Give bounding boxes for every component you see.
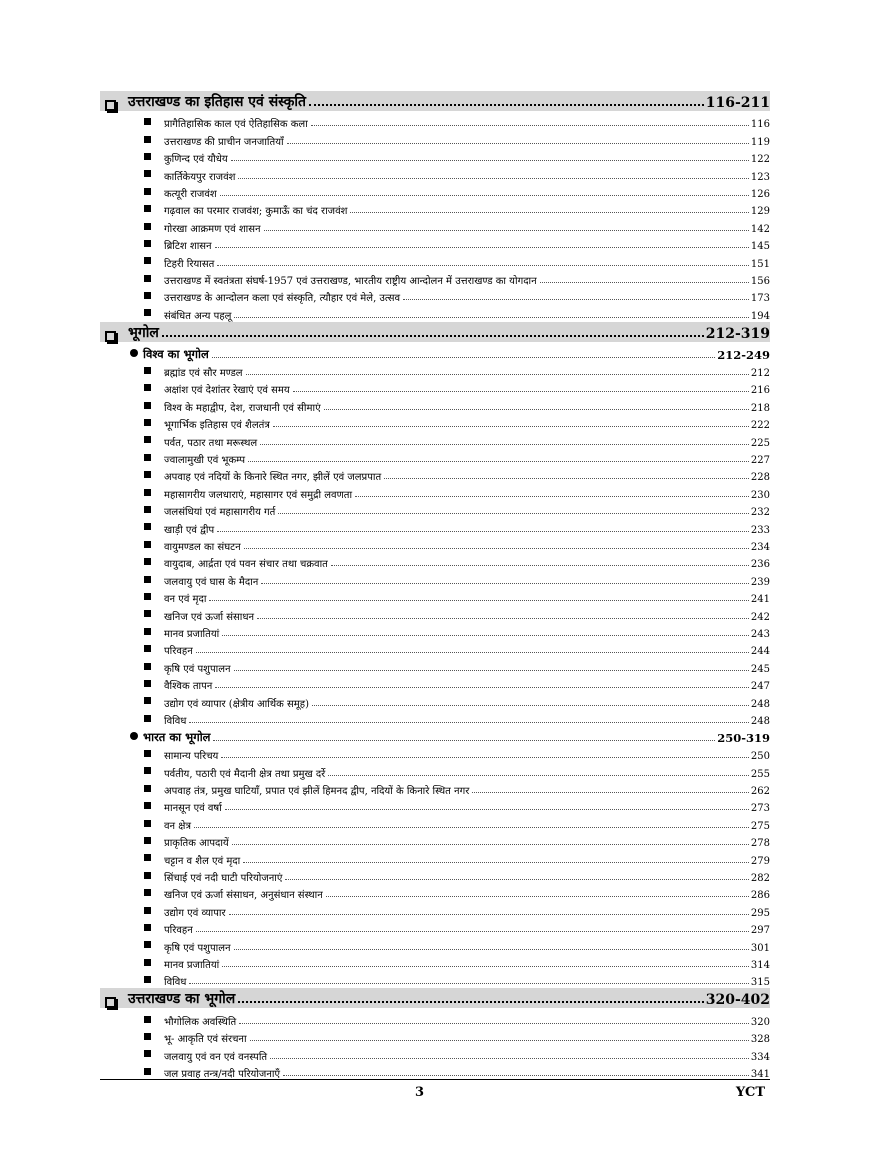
dot-leader [217,265,749,266]
section-heading-title: भूगोल [128,324,159,341]
bullet-circle-icon [130,732,138,740]
toc-entry[interactable] [100,1063,770,1080]
toc-entry-title: सामान्य परिचय [164,751,219,763]
toc-entry-page: 244 [750,646,770,658]
toc-entry-title: कार्तिकेयपुर राजवंश [164,171,236,183]
dot-leader [194,827,749,828]
toc-entry[interactable] [100,936,770,953]
bullet-square-icon [144,292,151,299]
toc-entry-title: वायुदाब, आर्द्रता एवं पवन संचार तथा चक्रवात [164,559,328,571]
toc-entry-title: जलसंधियां एवं महासागरीय गर्त [164,507,276,519]
toc-entry-page: 116 [750,119,770,131]
toc-entry-title: ज्वालामुखी एवं भूकम्प [164,455,246,467]
table-of-contents [100,91,770,1080]
toc-entry[interactable] [100,501,770,518]
toc-entry[interactable] [100,832,770,849]
toc-entry[interactable] [100,710,770,727]
toc-entry-title: वायुमण्डल का संघटन [164,541,241,553]
bullet-square-icon [144,645,151,652]
dot-leader [312,705,749,706]
dot-leader [328,775,749,776]
footer-rule [100,1079,770,1080]
toc-entry[interactable] [100,252,770,269]
bullet-square-icon [144,610,151,617]
dot-leader [189,983,748,984]
toc-entry-page: 227 [750,455,770,467]
toc-entry-title: खनिज एवं ऊर्जा संसाधन, अनुसंधान संस्थान [164,890,323,902]
toc-entry-page: 243 [750,628,770,640]
toc-entry-title: जलवायु एवं घास के मैदान [164,576,259,588]
bullet-square-icon [144,680,151,687]
toc-entry-title: सिंचाई एवं नदी घाटी परियोजनाएं [164,873,283,885]
toc-entry[interactable] [100,304,770,321]
toc-entry-title: उत्तराखण्ड के आन्दोलन कला एवं संस्कृति, त्यौहार एवं मेले, उत्सव [164,293,401,305]
toc-entry[interactable] [100,971,770,988]
section-heading-page: 116-211 [705,95,770,111]
bullet-square-icon [144,309,151,316]
bullet-square-icon [144,889,151,896]
dot-leader [293,391,749,392]
toc-entry-title: पर्वतीय, पठारी एवं मैदानी क्षेत्र तथा प्रमुख दर्रे [164,768,326,780]
toc-entry-page: 123 [750,171,770,183]
toc-entry[interactable] [100,396,770,413]
dot-leader [264,230,749,231]
dot-leader [278,513,749,514]
toc-entry-page: 314 [750,959,770,971]
toc-entry-page: 216 [750,385,770,397]
checkbox-square-icon [105,331,116,342]
toc-entry[interactable] [100,623,770,640]
toc-entry-title: परिवहन [164,646,193,658]
section-heading[interactable] [100,91,770,111]
toc-entry[interactable] [100,183,770,200]
dot-leader [287,143,749,144]
bullet-square-icon [144,872,151,879]
dot-leader [326,896,749,897]
dot-leader [309,104,704,106]
bullet-square-icon [144,854,151,861]
toc-entry[interactable] [100,745,770,762]
bullet-square-icon [144,697,151,704]
bullet-square-icon [144,785,151,792]
bullet-square-icon [144,715,151,722]
toc-entry[interactable] [100,414,770,431]
toc-entry-title: भूगार्भिक इतिहास एवं शैलतंत्र [164,420,270,432]
dot-leader [196,931,749,932]
dot-leader [232,844,749,845]
section-heading-page: 212-319 [705,325,770,342]
dot-leader [222,635,749,636]
bullet-square-icon [144,576,151,583]
dot-leader [238,178,748,179]
toc-entry[interactable] [100,884,770,901]
publisher-brand: YCT [735,1085,765,1100]
dot-leader [403,299,749,300]
bullet-square-icon [144,941,151,948]
dot-leader [213,740,715,741]
bullet-square-icon [144,240,151,247]
bullet-square-icon [144,367,151,374]
dot-leader [222,966,749,967]
toc-entry-page: 250 [750,751,770,763]
toc-entry-page: 242 [750,611,770,623]
page-number: 3 [415,1085,425,1100]
dot-leader [355,496,749,497]
toc-entry[interactable] [100,379,770,396]
dot-leader [540,282,749,283]
dot-leader [285,879,748,880]
bullet-square-icon [144,1033,151,1040]
toc-entry-title: जलवायु एवं वन एवं वनस्पति [164,1051,268,1063]
toc-entry[interactable] [100,148,770,165]
toc-entry-title: गढ़वाल का परमार राजवंश; कुमाऊँ का चंद राजवंश [164,206,348,218]
toc-entry-title: अपवाह एवं नदियों के किनारे स्थित नगर, झीलें एवं जलप्रपात [164,472,382,484]
bullet-square-icon [144,419,151,426]
subsection-heading[interactable] [100,344,770,362]
toc-entry-page: 245 [750,663,770,675]
bullet-square-icon [144,136,151,143]
bullet-square-icon [144,489,151,496]
subsection-heading-title: विश्व का भूगोल [143,346,209,361]
toc-entry-title: ब्रह्मांड एवं सौर मण्डल [164,368,243,380]
toc-entry[interactable] [100,536,770,553]
toc-entry-title: मानव प्रजातियां [164,628,220,640]
toc-entry-title: कुणिन्द एवं यौधेय [164,154,228,166]
bullet-square-icon [144,275,151,282]
bullet-square-icon [144,454,151,461]
section-heading-page: 320-402 [705,992,770,1009]
toc-entry[interactable] [100,814,770,831]
toc-entry-page: 279 [750,855,770,867]
toc-entry[interactable] [100,1010,770,1027]
dot-leader [331,565,749,566]
dot-leader [221,757,749,758]
bullet-square-icon [144,402,151,409]
section-heading-title: उत्तराखण्ड का भूगोल [128,991,236,1008]
bullet-square-icon [144,837,151,844]
bullet-square-icon [144,384,151,391]
toc-entry-page: 129 [750,206,770,218]
toc-entry-title: वन क्षेत्र [164,820,191,832]
checkbox-square-icon [105,100,116,111]
dot-leader [229,914,749,915]
bullet-square-icon [144,750,151,757]
toc-entry[interactable] [100,270,770,287]
bullet-square-icon [144,118,151,125]
toc-entry-page: 248 [750,698,770,710]
toc-entry[interactable] [100,640,770,657]
toc-entry[interactable] [100,692,770,709]
toc-entry[interactable] [100,165,770,182]
toc-entry-page: 295 [750,907,770,919]
dot-leader [311,125,749,126]
dot-leader [270,1058,749,1059]
dot-leader [283,1075,749,1076]
dot-leader [472,792,749,793]
bullet-square-icon [144,1068,151,1075]
toc-entry-page: 341 [750,1068,770,1080]
toc-entry[interactable] [100,919,770,936]
toc-entry[interactable] [100,605,770,622]
bullet-square-icon [144,170,151,177]
dot-leader [324,409,749,410]
toc-entry[interactable] [100,588,770,605]
toc-entry-page: 228 [750,472,770,484]
toc-entry[interactable] [100,1028,770,1045]
toc-entry[interactable] [100,449,770,466]
toc-entry[interactable] [100,518,770,535]
toc-entry-page: 234 [750,541,770,553]
toc-entry-page: 255 [750,768,770,780]
dot-leader [243,862,749,863]
dot-leader [250,1040,749,1041]
subsection-heading-title: भारत का भूगोल [143,729,211,744]
toc-entry-page: 236 [750,559,770,571]
toc-entry[interactable] [100,797,770,814]
toc-entry-page: 286 [750,890,770,902]
bullet-square-icon [144,907,151,914]
toc-entry-page: 297 [750,925,770,937]
bullet-square-icon [144,628,151,635]
dot-leader [248,461,749,462]
toc-entry[interactable] [100,553,770,570]
toc-entry[interactable] [100,235,770,252]
toc-entry[interactable] [100,762,770,779]
toc-entry-title: वैश्विक तापन [164,681,213,693]
bullet-square-icon [144,663,151,670]
toc-entry-page: 239 [750,576,770,588]
toc-entry-page: 248 [750,715,770,727]
toc-entry-title: ब्रिटिश शासन [164,241,212,253]
toc-entry-page: 126 [750,188,770,200]
toc-entry-title: मानसून एवं वर्षा [164,803,222,815]
toc-entry-title: उत्तराखण्ड की प्राचीन जनजातियाँ [164,136,284,148]
toc-entry-page: 282 [750,873,770,885]
toc-entry-title: वन एवं मृदा [164,594,207,606]
toc-entry-page: 273 [750,803,770,815]
dot-leader [196,652,749,653]
toc-entry-page: 142 [750,223,770,235]
toc-entry[interactable] [100,431,770,448]
toc-entry-title: उद्योग एवं व्यापार (क्षेत्रीय आर्थिक समूह) [164,698,309,710]
toc-entry[interactable] [100,657,770,674]
bullet-square-icon [144,1050,151,1057]
dot-leader [231,160,749,161]
toc-entry[interactable] [100,675,770,692]
bullet-square-icon [144,959,151,966]
toc-entry[interactable] [100,1045,770,1062]
toc-entry[interactable] [100,570,770,587]
dot-leader [234,670,749,671]
toc-entry-page: 334 [750,1051,770,1063]
bullet-square-icon [144,976,151,983]
bullet-square-icon [144,558,151,565]
toc-entry-page: 218 [750,402,770,414]
toc-entry[interactable] [100,466,770,483]
section-heading-title: उत्तराखण्ड का इतिहास एवं संस्कृति [128,94,306,110]
toc-entry-page: 156 [750,275,770,287]
toc-entry[interactable] [100,287,770,304]
toc-entry-title: खाड़ी एवं द्वीप [164,524,215,536]
bullet-circle-icon [130,349,138,357]
bullet-square-icon [144,506,151,513]
dot-leader [261,583,749,584]
toc-entry[interactable] [100,113,770,130]
toc-entry-page: 222 [750,420,770,432]
toc-entry[interactable] [100,200,770,217]
toc-entry-page: 241 [750,594,770,606]
toc-entry[interactable] [100,483,770,500]
toc-entry-title: खनिज एवं ऊर्जा संसाधन [164,611,255,623]
dot-leader [212,357,715,358]
bullet-square-icon [144,924,151,931]
toc-entry-page: 328 [750,1034,770,1046]
toc-entry-page: 122 [750,154,770,166]
toc-entry-title: मानव प्रजातियां [164,959,220,971]
dot-leader [217,531,749,532]
toc-entry-page: 233 [750,524,770,536]
toc-entry-title: प्रागैतिहासिक काल एवं ऐतिहासिक कला [164,119,308,131]
toc-entry-title: पर्वत, पठार तथा मरूस्थल [164,437,258,449]
subsection-heading[interactable] [100,727,770,745]
toc-entry[interactable] [100,780,770,797]
toc-entry-page: 194 [750,310,770,322]
bullet-square-icon [144,802,151,809]
dot-leader [209,600,748,601]
checkbox-square-icon [105,997,116,1008]
dot-leader [225,809,749,810]
bullet-square-icon [144,257,151,264]
toc-entry-page: 301 [750,942,770,954]
toc-entry-title: उद्योग एवं व्यापार [164,907,226,919]
bullet-square-icon [144,523,151,530]
dot-leader [215,687,749,688]
toc-entry-title: संबंधित अन्य पहलू [164,310,232,322]
toc-entry[interactable] [100,954,770,971]
bullet-square-icon [144,541,151,548]
toc-entry-title: भौगोलिक अवस्थिति [164,1016,237,1028]
toc-entry-title: गोरखा आक्रमण एवं शासन [164,223,261,235]
toc-entry-title: प्राकृतिक आपदायें [164,838,229,850]
toc-entry[interactable] [100,849,770,866]
toc-entry-title: विविध [164,715,187,727]
bullet-square-icon [144,820,151,827]
dot-leader [260,444,749,445]
toc-entry-title: कृषि एवं पशुपालन [164,942,231,954]
dot-leader [239,1023,749,1024]
toc-entry-page: 119 [750,136,770,148]
toc-entry[interactable] [100,867,770,884]
bullet-square-icon [144,188,151,195]
bullet-square-icon [144,205,151,212]
toc-entry-page: 278 [750,838,770,850]
toc-entry-page: 173 [750,293,770,305]
dot-leader [257,618,749,619]
dot-leader [189,722,748,723]
bullet-square-icon [144,436,151,443]
toc-entry-page: 247 [750,681,770,693]
section-heading[interactable] [100,322,770,342]
toc-entry-page: 262 [750,786,770,798]
dot-leader [234,949,749,950]
bullet-square-icon [144,223,151,230]
dot-leader [384,478,749,479]
toc-entry-page: 151 [750,258,770,270]
toc-entry-title: जल प्रवाह तन्त्र/नदी परियोजनाएँ [164,1068,281,1080]
toc-entry-page: 320 [750,1016,770,1028]
toc-entry-title: कृषि एवं पशुपालन [164,663,231,675]
section-heading[interactable] [100,988,770,1008]
toc-entry-title: परिवहन [164,925,193,937]
subsection-heading-page: 250-319 [717,730,770,745]
toc-entry-page: 315 [750,977,770,989]
dot-leader [246,374,749,375]
dot-leader [215,247,749,248]
toc-entry-title: महासागरीय जलधाराएं, महासागर एवं समुद्री लवणता [164,489,353,501]
dot-leader [238,1001,703,1003]
toc-entry-page: 232 [750,507,770,519]
toc-entry[interactable] [100,217,770,234]
toc-entry-title: अपवाह तंत्र, प्रमुख घाटियाँ, प्रपात एवं झीलें हिमनद द्वीप, नदियों के किनारे स्थित नगर [164,786,470,798]
dot-leader [220,195,749,196]
toc-entry-page: 225 [750,437,770,449]
toc-entry-title: टिहरी रियासत [164,258,215,270]
toc-entry[interactable] [100,130,770,147]
toc-entry-page: 230 [750,489,770,501]
dot-leader [273,426,749,427]
dot-leader [244,548,749,549]
subsection-heading-page: 212-249 [717,347,770,362]
bullet-square-icon [144,767,151,774]
bullet-square-icon [144,471,151,478]
bullet-square-icon [144,153,151,160]
dot-leader [350,212,748,213]
toc-entry-title: उत्तराखण्ड में स्वतंत्रता संघर्ष-1957 एवं उत्तराखण्ड, भारतीय राष्ट्रीय आन्दोलन में उत्तराखण्ड का योगदान [164,275,537,287]
toc-entry-page: 145 [750,241,770,253]
toc-entry-page: 212 [750,368,770,380]
toc-entry-title: विविध [164,977,187,989]
dot-leader [234,317,748,318]
toc-entry[interactable] [100,901,770,918]
dot-leader [162,335,704,337]
bullet-square-icon [144,593,151,600]
toc-entry-title: विश्व के महाद्वीप, देश, राजधानी एवं सीमाएं [164,402,321,414]
toc-entry-title: अक्षांश एवं देशांतर रेखाएं एवं समय [164,385,290,397]
bullet-square-icon [144,1016,151,1023]
toc-entry-title: कत्यूरी राजवंश [164,188,217,200]
toc-entry-title: भू- आकृति एवं संरचना [164,1034,247,1046]
toc-entry[interactable] [100,362,770,379]
toc-entry-title: चट्टान व शैल एवं मृदा [164,855,241,867]
toc-entry-page: 275 [750,820,770,832]
